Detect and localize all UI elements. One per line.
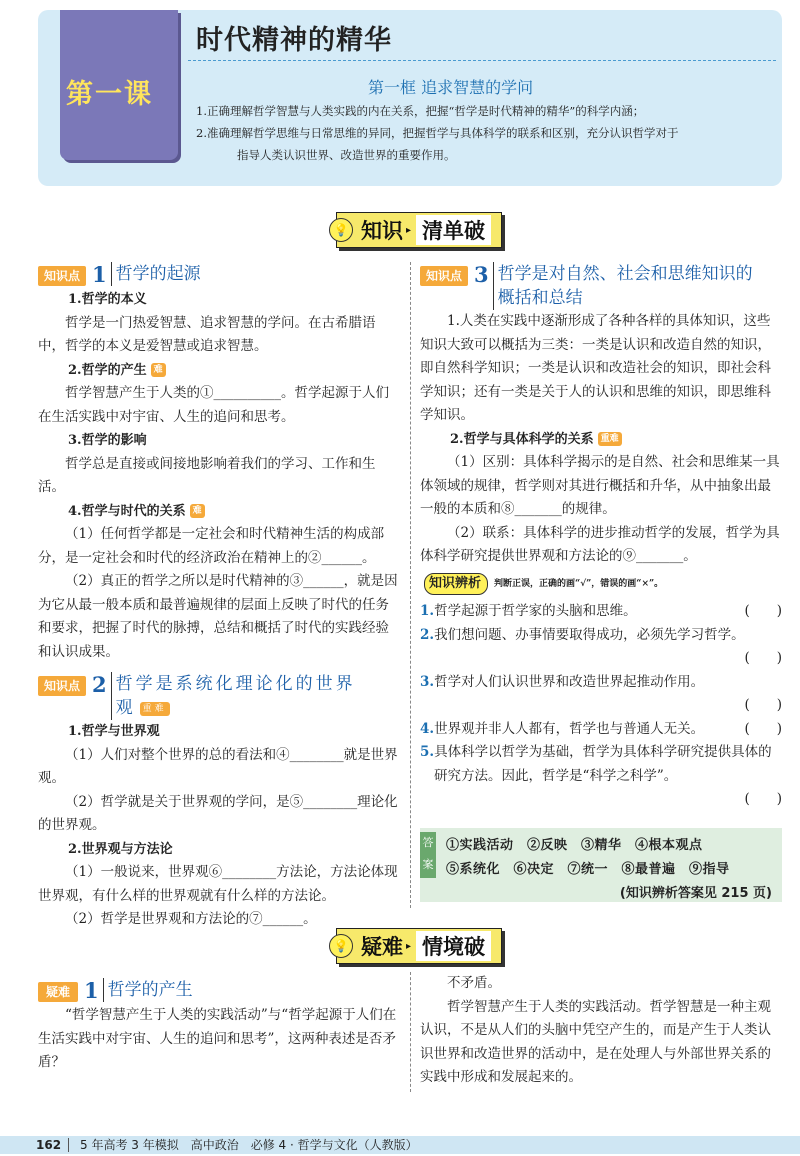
- lesson-tab: [60, 10, 178, 160]
- paragraph: （1）任何哲学都是一定社会和时代精神生活的构成部分，是一定社会和时代的经济政治在精神上的②______。: [38, 526, 385, 566]
- answers-line-2: ⑤系统化 ⑥决定 ⑦统一 ⑧最普遍 ⑨指导: [446, 862, 730, 877]
- triangle-icon: ▸: [406, 224, 412, 236]
- difficulty-banner: [333, 928, 502, 964]
- difficulty-left: [38, 978, 402, 1075]
- paragraph: （2）哲学就是关于世界观的学问，是⑤________理论化的世界观。: [38, 793, 398, 833]
- paragraph: （2）哲学是世界观和方法论的⑦______。: [65, 911, 317, 927]
- paragraph: （2）真正的哲学之所以是时代精神的③______，就是因为它从最一般本质和最普遍规律的层面上反映了时代的任务和要求，把握了时代的脉搏，总结和概括了时代的实践经验和认识成果。: [38, 573, 398, 660]
- paragraph: （2）联系：具体科学的进步推动哲学的发展，哲学为具体科学研究提供世界观和方法论的⑨_______。: [420, 524, 780, 564]
- subheading: 2.哲学与具体科学的关系 重难: [420, 428, 782, 452]
- goal-3: 指导人类认识世界、改造世界的重要作用。: [237, 148, 456, 162]
- banner-left-text: 疑难: [361, 935, 403, 959]
- page-number: 162: [36, 1138, 62, 1152]
- difficulty-answer: 哲学智慧产生于人类的实践活动。哲学智慧是一种主观认识，不是从人们的头脑中凭空产生的，而是产生于人类认识世界和改造世界的活动中，是在处理人与外部世界关系的实践中形成和发展起来的。: [420, 998, 771, 1085]
- knowledge-check-heading: [424, 573, 782, 597]
- page-title: 时代精神的精华: [196, 25, 392, 56]
- title-divider: [188, 60, 776, 61]
- answers-box: [420, 828, 782, 902]
- difficulty-badge: 重难: [598, 432, 622, 446]
- question-item: 3.哲学对人们认识世界和改造世界起推动作用。 ( ): [420, 673, 782, 713]
- lightbulb-icon: 💡: [329, 934, 353, 958]
- learning-goals: [196, 100, 774, 166]
- paragraph: （1）人们对整个世界的总的看法和④________就是世界观。: [38, 746, 398, 786]
- right-column: [420, 262, 782, 812]
- difficulty-badge: 重难: [140, 702, 170, 716]
- knowledge-check-tag: 知识辨析: [424, 573, 488, 595]
- knowledge-banner: [333, 212, 502, 248]
- question-item: 1.哲学起源于哲学家的头脑和思维。 ( ): [420, 600, 782, 624]
- answer-blank[interactable]: ( ): [744, 697, 782, 713]
- knowledge-point-tag: 知识点: [420, 266, 468, 286]
- knowledge-point-title: 哲学是对自然、社会和思维知识的概括和总结: [493, 262, 768, 310]
- question-item: 4.世界观并非人人都有，哲学也与普通人无关。 ( ): [420, 718, 782, 742]
- difficulty-title: 哲学的产生: [103, 978, 193, 1002]
- knowledge-point-number: 1: [92, 262, 107, 287]
- paragraph: （1）区别：具体科学揭示的是自然、社会和思维某一具体领域的规律，哲学则对其进行概括和升华，从中抽象出最一般的本质和⑧_______的规律。: [420, 454, 780, 517]
- banner-left-text: 知识: [361, 219, 403, 243]
- subheading: 1.哲学的本义: [68, 292, 147, 307]
- subheading: 1.哲学与世界观: [68, 724, 160, 739]
- paragraph: 哲学智慧产生于人类的①__________。哲学起源于人们在生活实践中对宇宙、人生的追问和思考。: [38, 385, 389, 425]
- difficulty-right: [420, 972, 782, 1090]
- answers-note: (知识辨析答案见 215 页): [619, 886, 772, 901]
- difficulty-badge: 难: [190, 504, 205, 518]
- difficulty-question: “哲学智慧产生于人类的实践活动”与“哲学起源于人们在生活实践中对宇宙、人生的追问和思考”，这两种表述是否矛盾？: [38, 1007, 397, 1070]
- subheading: 2.哲学的产生 难: [38, 359, 402, 383]
- difficulty-answer: 不矛盾。: [447, 975, 501, 991]
- knowledge-point-3-heading: [420, 262, 782, 310]
- knowledge-check-instruction: 判断正误，正确的画“√”，错误的画“×”。: [494, 578, 664, 589]
- page-footer: [0, 1136, 800, 1156]
- book-info: 5 年高考 3 年模拟 高中政治 必修 4 · 哲学与文化（人教版）: [80, 1138, 418, 1152]
- lesson-label: 第一课: [66, 79, 153, 110]
- goal-1: 1.正确理解哲学智慧与人类实践的内在关系，把握“哲学是时代精神的精华”的科学内涵；: [196, 104, 645, 118]
- left-column: [38, 262, 402, 932]
- goal-2: 2.准确理解哲学思维与日常思维的异同，把握哲学与具体科学的联系和区别，充分认识哲学对于: [196, 126, 679, 140]
- knowledge-point-number: 3: [474, 262, 489, 287]
- knowledge-point-number: 2: [92, 672, 107, 697]
- answers-tag: 答案: [420, 832, 436, 878]
- paragraph: 1.人类在实践中逐渐形成了各种各样的具体知识，这些知识大致可以概括为三类：一类是认识和改造自然的知识，即自然科学知识；一类是认识和改造社会的知识，即社会科学知识；还有一类是关于人的认识和思维的知识，即思维科学知识。: [420, 313, 771, 423]
- paragraph: 哲学是一门热爱智慧、追求智慧的学问。在古希腊语中，哲学的本义是爱智慧或追求智慧。: [38, 314, 376, 354]
- paragraph: 哲学总是直接或间接地影响着我们的学习、工作和生活。: [38, 455, 376, 495]
- column-divider: [410, 262, 411, 908]
- knowledge-point-2-heading: [38, 672, 402, 720]
- question-item: 5.具体科学以哲学为基础，哲学为具体科学研究提供具体的研究方法。因此，哲学是“科学之科学”。 ( ): [420, 744, 782, 807]
- knowledge-point-title: 哲学的起源: [111, 262, 201, 286]
- knowledge-point-tag: 知识点: [38, 676, 86, 696]
- knowledge-point-1-heading: [38, 262, 402, 288]
- lightbulb-icon: 💡: [329, 218, 353, 242]
- banner-right-text: 情境破: [416, 931, 491, 961]
- question-item: 2.我们想问题、办事情要取得成功，必须先学习哲学。 ( ): [420, 626, 782, 666]
- knowledge-point-tag: 知识点: [38, 266, 86, 286]
- answer-blank[interactable]: ( ): [744, 720, 782, 737]
- difficulty-heading: [38, 978, 402, 1004]
- difficulty-badge: 难: [151, 363, 166, 377]
- difficulty-number: 1: [84, 978, 99, 1003]
- footer-separator: [68, 1138, 69, 1152]
- knowledge-point-title: 哲学是系统化理论化的世界观 重难: [111, 672, 366, 720]
- difficulty-tag: 疑难: [38, 982, 78, 1002]
- answer-blank[interactable]: ( ): [744, 650, 782, 666]
- answer-blank[interactable]: ( ): [744, 603, 782, 619]
- column-divider: [410, 972, 411, 1092]
- subheading: 4.哲学与时代的关系 难: [38, 500, 402, 524]
- section-subtitle: 第一框 追求智慧的学问: [368, 78, 534, 97]
- paragraph: （1）一般说来，世界观⑥________方法论，方法论体现世界观，有什么样的世界观就有什么样的方法论。: [38, 864, 398, 904]
- triangle-icon: ▸: [406, 940, 412, 952]
- subheading: 3.哲学的影响: [68, 433, 147, 448]
- subheading: 2.世界观与方法论: [68, 841, 173, 857]
- answers-line-1: ①实践活动 ②反映 ③精华 ④根本观点: [446, 838, 703, 853]
- answer-blank[interactable]: ( ): [744, 791, 782, 807]
- banner-right-text: 清单破: [416, 215, 491, 245]
